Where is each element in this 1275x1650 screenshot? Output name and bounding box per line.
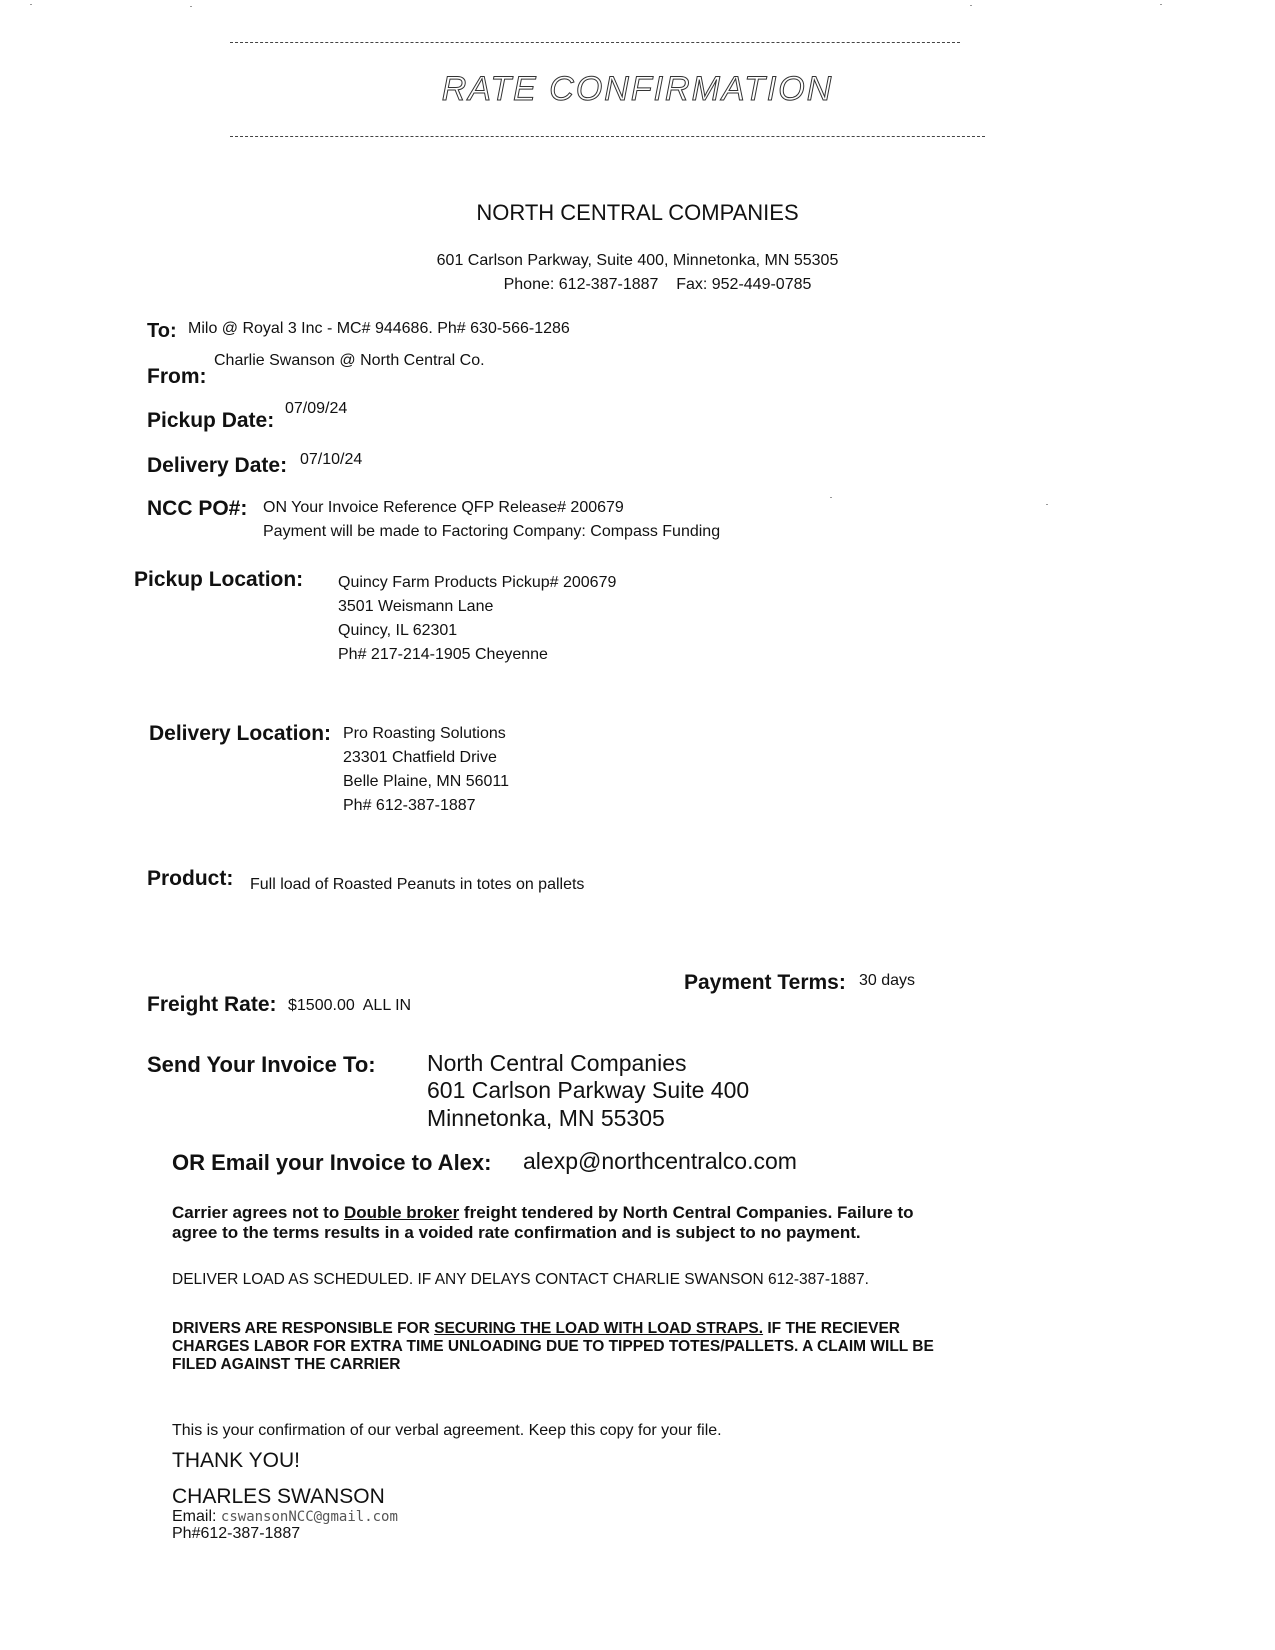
company-phone-fax: Phone: 612-387-1887 Fax: 952-449-0785	[503, 276, 812, 293]
payment-terms-value: 30 days	[859, 972, 916, 989]
scan-speck	[1160, 4, 1162, 5]
payment-terms-label: Payment Terms:	[684, 971, 846, 994]
drivers-emphasis: SECURING THE LOAD WITH LOAD STRAPS.	[434, 1320, 764, 1337]
confirmation-text: This is your confirmation of our verbal agreement. Keep this copy for your file.	[172, 1422, 722, 1439]
po-line-1: ON Your Invoice Reference QFP Release# 200679	[263, 499, 624, 516]
po-line-2: Payment will be made to Factoring Company: Compass Funding	[263, 523, 721, 540]
delivery-location-line: Ph# 612-387-1887	[343, 797, 476, 814]
delivery-location-label: Delivery Location:	[149, 722, 332, 745]
signer-email-row	[172, 1508, 398, 1526]
pickup-date-label: Pickup Date:	[147, 409, 275, 432]
drivers-line-1	[172, 1319, 900, 1338]
company-address: 601 Carlson Parkway, Suite 400, Minnetonka, MN 55305	[436, 252, 839, 269]
pickup-location-line: Quincy, IL 62301	[338, 622, 458, 639]
double-broker-emphasis: Double broker	[343, 1203, 460, 1222]
invoice-label: Send Your Invoice To:	[147, 1052, 376, 1077]
drivers-text: DRIVERS ARE RESPONSIBLE FOR	[172, 1320, 435, 1337]
email-invoice-value: alexp@northcentralco.com	[523, 1148, 797, 1174]
to-label: To:	[147, 320, 177, 342]
scan-speck	[830, 497, 832, 498]
product-label: Product:	[147, 867, 234, 890]
pickup-location-line: Quincy Farm Products Pickup# 200679	[338, 574, 617, 591]
invoice-address-line: 601 Carlson Parkway Suite 400	[427, 1077, 750, 1103]
from-label: From:	[147, 365, 207, 388]
double-broker-text: freight tendered by North Central Companies. Failure to	[459, 1203, 914, 1222]
top-rule	[230, 42, 960, 43]
from-value: Charlie Swanson @ North Central Co.	[214, 352, 485, 369]
delivery-date-value: 07/10/24	[300, 451, 363, 468]
document-title: RATE CONFIRMATION	[441, 70, 834, 108]
scan-speck	[190, 6, 192, 7]
signer-name: CHARLES SWANSON	[172, 1485, 385, 1508]
double-broker-text: Carrier agrees not to	[172, 1203, 344, 1222]
thank-you: THANK YOU!	[172, 1449, 300, 1472]
invoice-address-line: Minnetonka, MN 55305	[427, 1105, 665, 1131]
delivery-date-label: Delivery Date:	[147, 454, 288, 477]
po-label: NCC PO#:	[147, 497, 248, 520]
pickup-location-label: Pickup Location:	[134, 568, 304, 591]
double-broker-line-1	[172, 1203, 914, 1223]
invoice-address-line: North Central Companies	[427, 1050, 687, 1076]
deliver-note: DELIVER LOAD AS SCHEDULED. IF ANY DELAYS CONTACT CHARLIE SWANSON 612-387-1887.	[172, 1271, 869, 1288]
freight-rate-value: $1500.00 ALL IN	[288, 997, 412, 1014]
pickup-date-value: 07/09/24	[285, 400, 348, 417]
signer-phone: Ph#612-387-1887	[172, 1525, 301, 1542]
product-value: Full load of Roasted Peanuts in totes on pallets	[250, 876, 585, 893]
scan-speck	[970, 5, 972, 6]
signer-email-label: Email:	[172, 1508, 217, 1525]
drivers-text: IF THE RECIEVER	[763, 1320, 900, 1337]
pickup-location-line: 3501 Weismann Lane	[338, 598, 494, 615]
delivery-location-line: Belle Plaine, MN 56011	[343, 773, 510, 790]
company-name: NORTH CENTRAL COMPANIES	[476, 200, 799, 225]
scan-speck	[30, 4, 32, 5]
drivers-line-2: CHARGES LABOR FOR EXTRA TIME UNLOADING DUE TO TIPPED TOTES/PALLETS. A CLAIM WILL BE	[172, 1338, 934, 1355]
to-value: Milo @ Royal 3 Inc - MC# 944686. Ph# 630-566-1286	[188, 320, 570, 337]
drivers-line-3: FILED AGAINST THE CARRIER	[172, 1356, 401, 1373]
delivery-location-line: 23301 Chatfield Drive	[343, 749, 497, 766]
delivery-location-line: Pro Roasting Solutions	[343, 725, 506, 742]
email-invoice-label: OR Email your Invoice to Alex:	[172, 1150, 492, 1175]
title-underline	[230, 136, 985, 137]
signer-email-value: cswansonNCC@gmail.com	[220, 1509, 398, 1525]
double-broker-line-2: agree to the terms results in a voided rate confirmation and is subject to no payment.	[172, 1223, 861, 1242]
pickup-location-line: Ph# 217-214-1905 Cheyenne	[338, 646, 548, 663]
scan-speck	[1046, 504, 1048, 505]
freight-rate-label: Freight Rate:	[147, 993, 277, 1016]
